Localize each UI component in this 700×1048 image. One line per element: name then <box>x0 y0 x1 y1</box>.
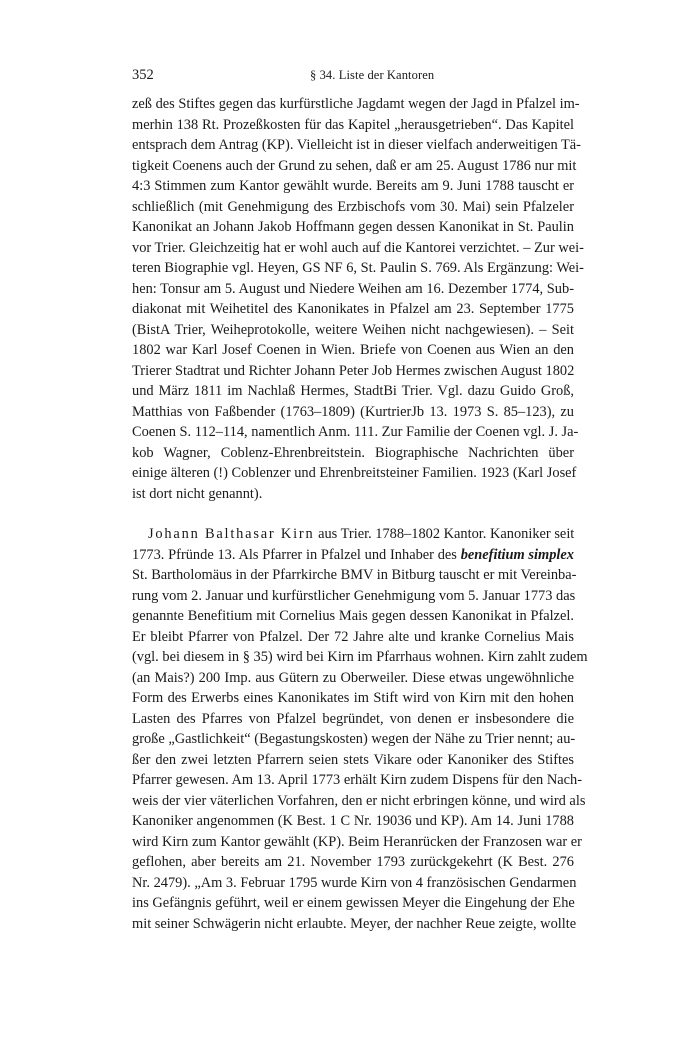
text-line: vor Trier. Gleichzeitig hat er wohl auch auf die Kantorei verzichtet. – Zur wei- <box>132 239 584 256</box>
text-line: Coenen S. 112–114, namentlich Anm. 111. Zur Familie der Coenen vgl. J. Ja- <box>132 424 579 440</box>
text-line: ßer den zwei letzten Pfarrern seien stets Vikare oder Kanoniker des Stiftes <box>132 751 574 768</box>
text-line: Lasten des Pfarres von Pfalzel begründet, von denen er insbesondere die <box>132 710 574 727</box>
book-page <box>132 64 588 934</box>
paragraph-coenen <box>132 94 584 504</box>
text-line: Trierer Stadtrat und Richter Johann Peter Job Hermes zwischen August 1802 <box>132 362 575 379</box>
paragraph-gap <box>132 504 574 524</box>
text-line <box>132 545 574 566</box>
text-line: Matthias von Faßbender (1763–1809) (KurtrierJb 13. 1973 S. 85–123), zu <box>132 403 574 420</box>
italic-term: benefitium simplex <box>460 546 574 563</box>
text-line: (BistA Trier, Weiheprotokolle, weitere Weihen nicht nachgewiesen). – Seit <box>132 321 574 338</box>
text-line: tigkeit Coenens auch der Grund zu sehen, daß er am 25. August 1786 nur mit <box>132 157 577 174</box>
text-line: Er bleibt Pfarrer von Pfalzel. Der 72 Jahre alte und kranke Cornelius Mais <box>132 628 574 645</box>
text-line: weis der vier väterlichen Vorfahren, den er nicht erbringen könne, und wird als <box>132 792 586 809</box>
text-line: diakonat mit Weihetitel des Kanonikates in Pfalzel am 23. September 1775 <box>132 301 574 317</box>
page-header <box>132 64 574 86</box>
text-line: kob Wagner, Coblenz-Ehrenbreitstein. Biographische Nachrichten über <box>132 444 574 461</box>
text-line: zeß des Stiftes gegen das kurfürstliche Jagdamt wegen der Jagd in Pfalzel im- <box>132 96 580 112</box>
text-line: teren Biographie vgl. Heyen, GS NF 6, St. Paulin S. 769. Als Ergänzung: Wei- <box>132 260 584 276</box>
text-line: rung vom 2. Januar und kurfürstlicher Genehmigung vom 5. Januar 1773 das <box>132 587 576 604</box>
text-line <box>132 524 574 545</box>
text-line: hen: Tonsur am 5. August und Niedere Weihen am 16. Dezember 1774, Sub- <box>132 280 574 297</box>
text-line: Kanonikat an Johann Jakob Hoffmann gegen dessen Kanonikat in St. Paulin <box>132 219 574 235</box>
text-line: St. Bartholomäus in der Pfarrkirche BMV in Bitburg tauscht er mit Vereinba- <box>132 567 577 583</box>
body-text <box>132 94 588 934</box>
running-head: § 34. Liste der Kantoren <box>310 68 435 82</box>
text-line: 1802 war Karl Josef Coenen in Wien. Briefe von Coenen aus Wien an den <box>132 342 574 358</box>
text-run: 1773. Pfründe 13. Als Pfarrer in Pfalzel und Inhaber des <box>132 546 461 563</box>
text-line: Nr. 2479). „Am 3. Februar 1795 wurde Kirn von 4 französischen Gendarmen <box>132 874 577 891</box>
text-line: schließlich (mit Genehmigung des Erzbischofs vom 30. Mai) sein Pfalzeler <box>132 198 574 215</box>
text-line: 4:3 Stimmen zum Kantor gewählt wurde. Bereits am 9. Juni 1788 tauscht er <box>132 178 574 194</box>
text-line: ins Gefängnis geführt, weil er einem gewissen Meyer die Eingehung der Ehe <box>132 895 575 911</box>
text-line: Kanoniker angenommen (K Best. 1 C Nr. 19036 und KP). Am 14. Juni 1788 <box>132 813 574 829</box>
text-line: Form des Erwerbs eines Kanonikates im Stift wird von Kirn mit den hohen <box>132 690 574 706</box>
text-run: aus Trier. 1788–1802 Kantor. Kanoniker seit <box>314 526 575 542</box>
text-line: und März 1811 im Nachlaß Hermes, StadtBi Trier. Vgl. dazu Guido Groß, <box>132 383 574 399</box>
text-line: wird Kirn zum Kantor gewählt (KP). Beim Heranrücken der Franzosen war er <box>132 833 582 850</box>
paragraph-kirn <box>132 524 588 934</box>
text-line: ist dort nicht genannt). <box>132 485 263 502</box>
text-line: Pfarrer gewesen. Am 13. April 1773 erhält Kirn zudem Dispens für den Nach- <box>132 772 582 788</box>
text-line: große „Gastlichkeit“ (Begastungskosten) wegen der Nähe zu Trier nennt; au- <box>132 731 576 747</box>
text-line: (an Mais?) 200 Imp. aus Gütern zu Oberweiler. Diese etwas ungewöhnliche <box>132 669 574 686</box>
text-line: (vgl. bei diesem in § 35) wird bei Kirn im Pfarrhaus wohnen. Kirn zahlt zudem <box>132 649 588 665</box>
person-name: Johann Balthasar Kirn <box>148 526 315 542</box>
text-line: einige älteren (!) Coblenzer und Ehrenbreitsteiner Familien. 1923 (Karl Josef <box>132 465 577 481</box>
text-line: merhin 138 Rt. Prozeßkosten für das Kapitel „herausgetrieben“. Das Kapitel <box>132 116 574 133</box>
page-number: 352 <box>132 67 154 83</box>
text-line: entsprach dem Antrag (KP). Vielleicht ist in dieser vielfach anderweitigen Tä- <box>132 137 581 153</box>
text-line: genannte Benefitium mit Cornelius Mais gegen dessen Kanonikat in Pfalzel. <box>132 608 574 624</box>
text-line: geflohen, aber bereits am 21. November 1793 zurückgekehrt (K Best. 276 <box>132 854 574 870</box>
text-line: mit seiner Schwägerin nicht erlaubte. Meyer, der nachher Reue zeigte, wollte <box>132 915 577 932</box>
